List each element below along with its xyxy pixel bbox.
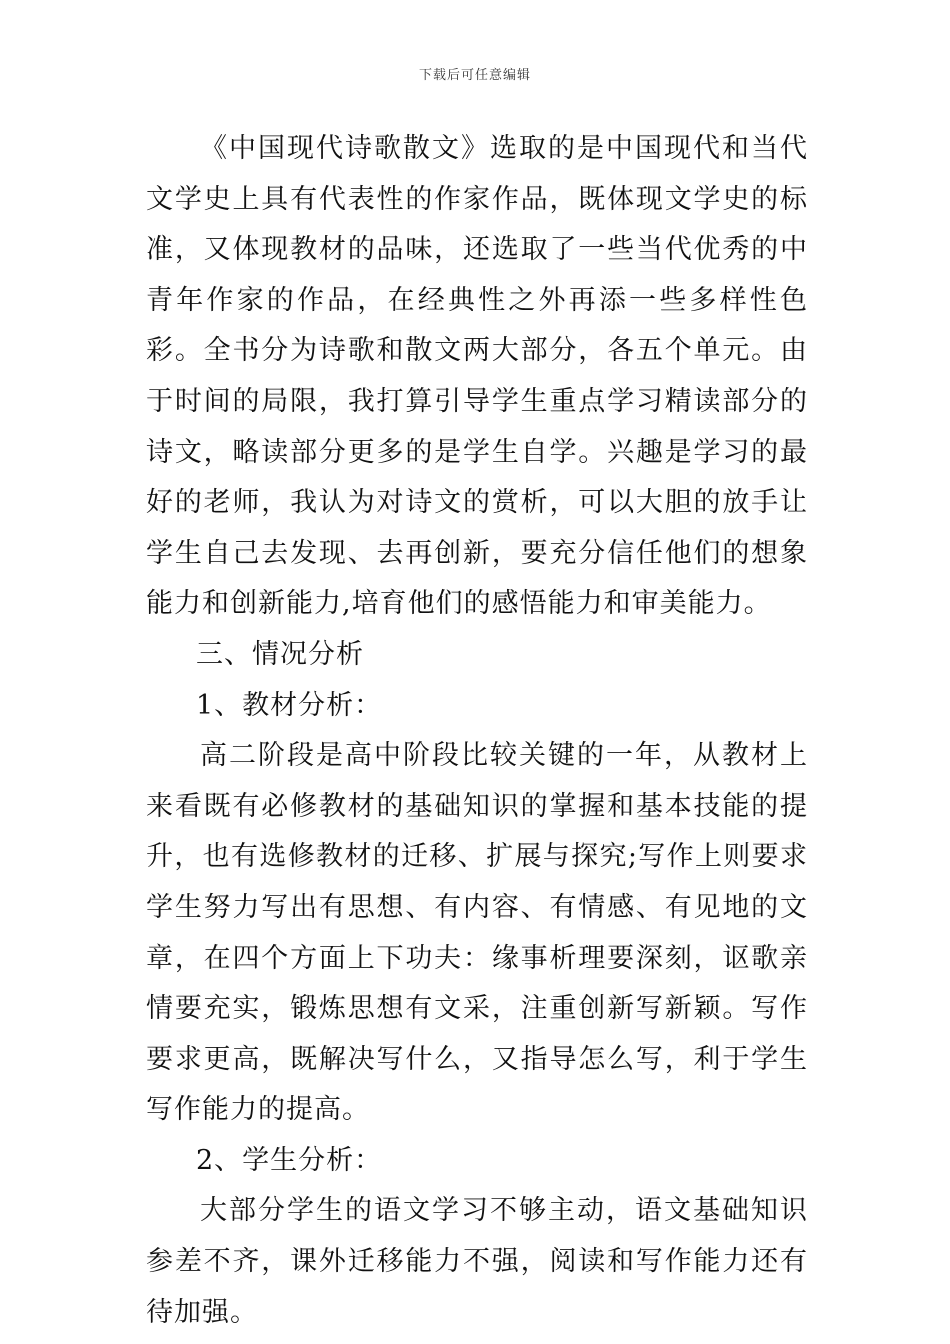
student-analysis-paragraph: 大部分学生的语文学习不够主动，语文基础知识参差不齐，课外迁移能力不强，阅读和写作能力还有待加强。 [146,1195,808,1328]
textbook-analysis-paragraph: 高二阶段是高中阶段比较关键的一年，从教材上来看既有必修教材的基础知识的掌握和基本技能的提升，也有选修教材的迁移、扩展与探究;写作上则要求学生努力写出有思想、有内容、有情感、有见地的文章，在四个方面上下功夫：缘事析理要深刻，讴歌亲情要充实，锻炼思想有文采，注重创新写新颖。写作要求更高，既解决写什么，又指导怎么写，利于学生写作能力的提高。 [146,740,808,1126]
document-body [146,124,808,1338]
page-header-note: 下载后可任意编辑 [418,68,531,83]
intro-paragraph: 《中国现代诗歌散文》选取的是中国现代和当代文学史上具有代表性的作家作品，既体现文学史的标准，又体现教材的品味，还选取了一些当代优秀的中青年作家的作品，在经典性之外再添一些多样性色彩。全书分为诗歌和散文两大部分，各五个单元。由于时间的局限，我打算引导学生重点学习精读部分的诗文，略读部分更多的是学生自学。兴趣是学习的最好的老师，我认为对诗文的赏析，可以大胆的放手让学生自己去发现、去再创新，要充分信任他们的想象能力和创新能力,培育他们的感悟能力和审美能力。 [146,133,808,620]
subsection-heading-textbook: 1、教材分析： [196,689,383,721]
section-heading: 三、情况分析 [196,638,364,670]
subsection-heading-students: 2、学生分析： [196,1144,383,1176]
